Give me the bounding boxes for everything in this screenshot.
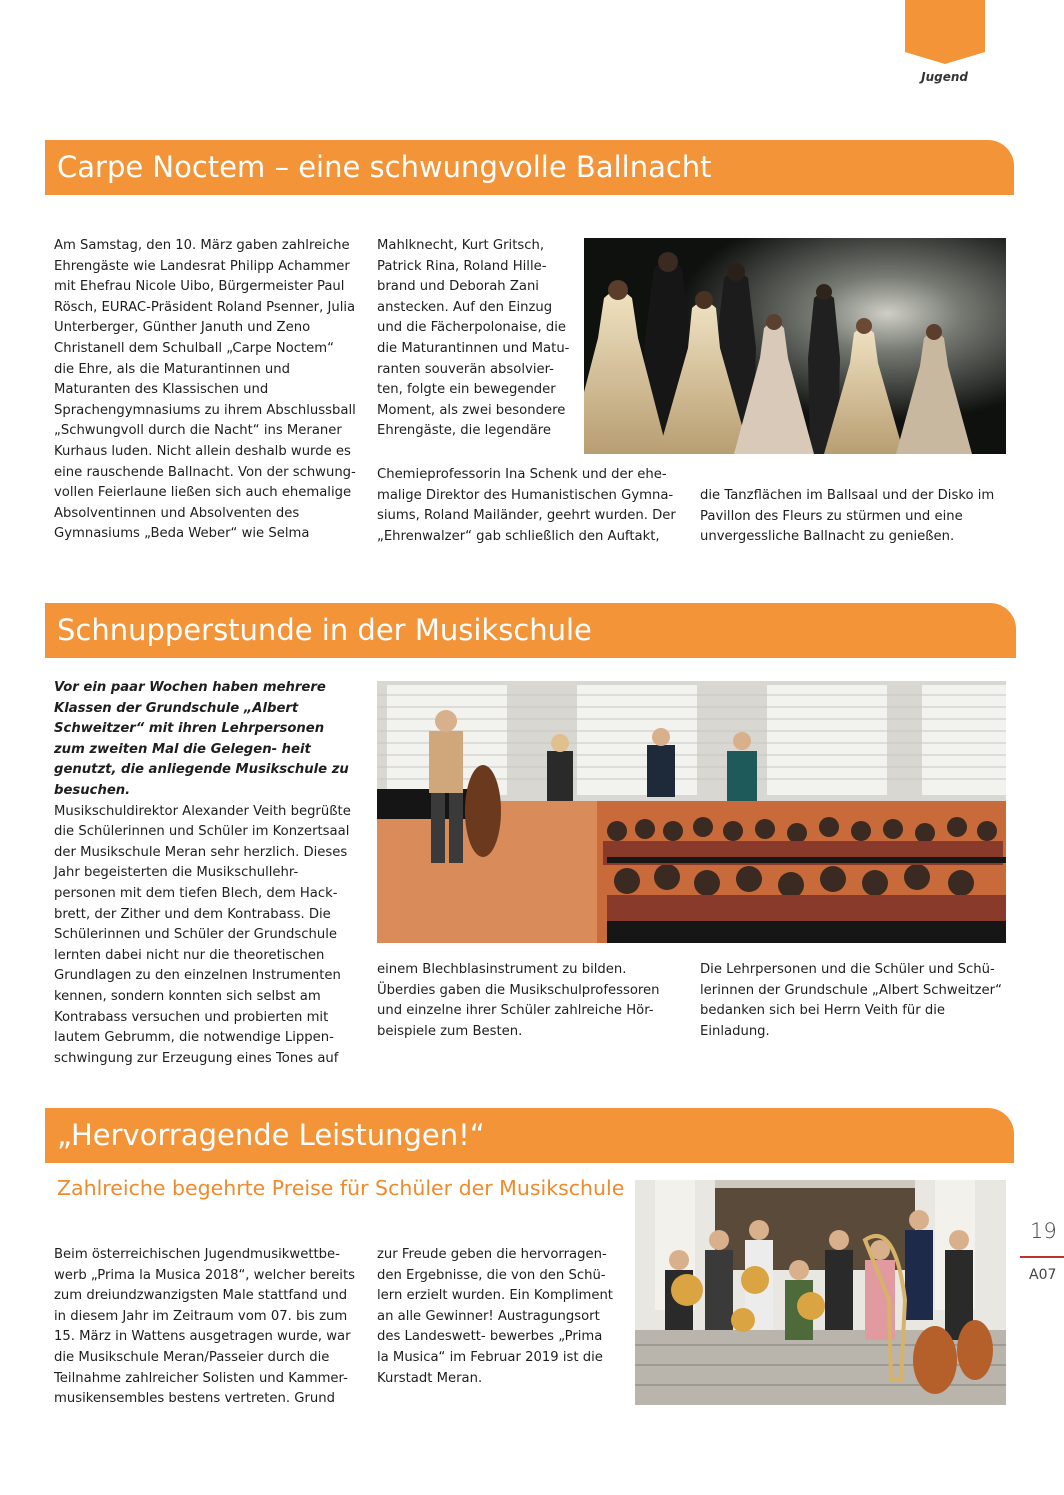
ball-text-3: die Tanzflächen im Ballsaal und der Disko im Pavillon des Fleurs zu stürmen und eine unvergessliche Ballnacht zu genießen. — [700, 488, 995, 545]
ball-column-3 — [700, 486, 1006, 548]
section-label: Jugend — [921, 70, 968, 84]
page-code: A07 — [1029, 1267, 1057, 1283]
article-banner-ball — [45, 140, 1014, 195]
article-subtitle-awards: Zahlreiche begehrte Preise für Schüler der Musikschule — [57, 1176, 625, 1200]
page-number-rule — [1020, 1256, 1064, 1258]
music-text-2: einem Blechblasinstrument zu bilden. Überdies gaben die Musikschulprofessoren und einzelne ihrer Schüler zahlreiche Hör- beispiele zum Besten. — [377, 962, 660, 1039]
page-number: 19 — [1030, 1219, 1057, 1243]
ball-column-2-narrow — [377, 236, 573, 442]
music-column-3 — [700, 960, 1006, 1042]
article-banner-awards — [45, 1108, 1014, 1163]
music-text-1: Musikschuldirektor Alexander Veith begrüßte die Schülerinnen und Schüler im Konzertsaal der Musikschule Meran sehr herzlich. Dieses Jahr begeisterten die Musikschullehr- personen mit dem tiefen Blech, dem Hack- brett, der Zither und dem Kontrabass. Die Schülerinnen und Schüler der Grundschule lernten dabei nicht nur die theoretischen Grundlagen zu den einzelnen Instrumenten kennen, sondern konnten sich selbst am Kontrabass versuchen und probierten mit lautem Gebrumm, die notwendige Lippen- schwingung zur Erzeugung eines Tones auf — [54, 803, 351, 1066]
ball-column-1 — [54, 236, 356, 545]
music-photo — [377, 681, 1006, 943]
awards-column-2 — [377, 1245, 617, 1389]
section-tab-point — [905, 52, 985, 64]
awards-photo — [635, 1180, 1006, 1405]
music-text-3: Die Lehrpersonen und die Schüler und Schü- lerinnen der Grundschule „Albert Schweitzer“ bedanken sich bei Herrn Veith für die Einladung. — [700, 962, 1002, 1039]
article-title-music: Schnupperstunde in der Musikschule — [57, 613, 592, 647]
article-title-ball: Carpe Noctem – eine schwungvolle Ballnacht — [57, 150, 712, 184]
ball-column-2-wide — [377, 465, 683, 547]
ball-text-2a: Mahlknecht, Kurt Gritsch, Patrick Rina, Roland Hille- brand und Deborah Zani anstecken. Auf den Einzug und die Fächerpolonaise, die die Maturantinnen und Matu- ranten souverän absolvier- ten, folgte ein bewegender Moment, als zwei besondere Ehrengäste, die legendäre — [377, 238, 570, 439]
ball-text-1: Am Samstag, den 10. März gaben zahlreiche Ehrengäste wie Landesrat Philipp Achammer mit Ehefrau Nicole Uibo, Bürgermeister Paul Rösch, EURAC-Präsident Roland Psenner, Julia Unterberger, Günther Januth und Zeno Christanell dem Schulball „Carpe Noctem“ die Ehre, als die Maturantinnen und Maturanten des Klassischen und Sprachengymnasiums zu ihrem Abschlussball „Schwungvoll durch die Nacht“ ins Meraner Kurhaus luden. Nicht allein deshalb wurde es eine rauschende Ballnacht. Von der schwung- vollen Feierlaune ließen sich auch ehemalige Absolventinnen und Absolventen des Gymnasiums „Beda Weber“ wie Selma — [54, 238, 356, 542]
article-title-awards: „Hervorragende Leistungen!“ — [57, 1118, 485, 1152]
section-tab — [905, 0, 985, 52]
ball-photo — [584, 238, 1006, 454]
awards-column-1 — [54, 1245, 358, 1410]
ball-text-2b: Chemieprofessorin Ina Schenk und der ehe- malige Direktor des Humanistischen Gymna- siums, Roland Mailänder, geehrt wurden. Der „Ehrenwalzer“ gab schließlich den Auftakt, — [377, 467, 676, 544]
awards-text-1: Beim österreichischen Jugendmusikwettbe- werb „Prima la Musica 2018“, welcher bereits zum dreiundzwanzigsten Male stattfand und in diesem Jahr im Zeitraum vom 07. bis zum 15. März in Wattens ausgetragen wurde, war die Musikschule Meran/Passeier durch die Teilnahme zahlreicher Solisten und Kammer- musikensembles bestens vertreten. Grund — [54, 1247, 356, 1407]
music-lead: Vor ein paar Wochen haben mehrere Klassen der Grundschule „Albert Schweitzer“ mit ihren Lehrpersonen zum zweiten Mal die Gelegen- heit genutzt, die anliegende Musikschule zu besuchen. — [54, 680, 349, 798]
music-column-1 — [54, 678, 358, 1069]
awards-text-2: zur Freude geben die hervorragen- den Ergebnisse, die von den Schü- lern erzielt wurden. Ein Kompliment an alle Gewinner! Austragungsort des Landeswett- bewerbes „Prima la Musica“ im Februar 2019 ist die Kurstadt Meran. — [377, 1247, 613, 1386]
music-column-2 — [377, 960, 683, 1042]
article-banner-music — [45, 603, 1016, 658]
